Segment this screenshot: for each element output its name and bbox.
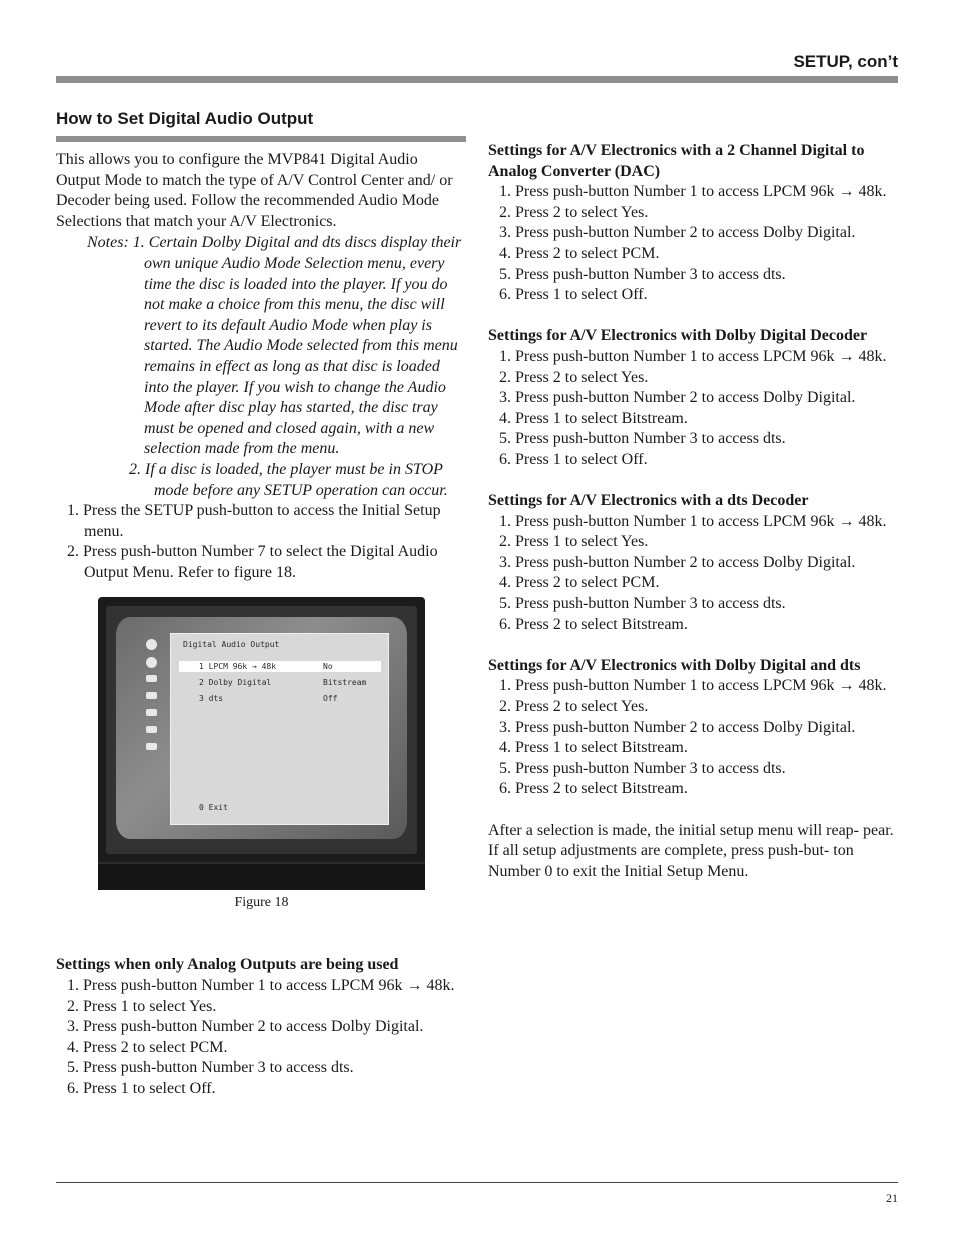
note-2: 2. If a disc is loaded, the player must be in STOP mode before any SETUP operation can occur. (129, 460, 448, 499)
osd-row-value: Off (323, 694, 338, 704)
list-item: 1. Press the SETUP push-button to access the Initial Setup menu. (67, 502, 441, 540)
settings-steps (488, 347, 898, 471)
osd-row-label: 2 Dolby Digital (199, 678, 272, 688)
osd-row-value: Bitstream (323, 678, 367, 688)
intro-paragraph: This allows you to configure the MVP841 Digital Audio Output Mode to match the type of A/V Control Center and/ or Decoder being used. Follow the recommended Audio Mode Selections that match your A/V Electronics. (56, 151, 453, 230)
list-item: 4. Press 2 to select PCM. (499, 244, 660, 262)
list-item: 1. Press push-button Number 1 to access LPCM 96k → 48k. (67, 977, 455, 995)
settings-heading: Settings for A/V Electronics with a 2 Channel Digital to Analog Converter (DAC) (488, 142, 865, 180)
list-item: 4. Press 2 to select PCM. (499, 574, 660, 592)
note-1: Notes: 1. Certain Dolby Digital and dts discs display their own unique Audio Mode Selection menu, every time the disc is loaded into the player. If you do not make a choice from this menu, the disc will revert to its default Audio Mode when play is started. The Audio Mode selected from this menu remains in effect as long as that disc is loaded into the player. If you wish to change the Audio Mode after disc play has started, the disc tray must be opened and closed again, with a new selection made from the menu. (87, 234, 462, 458)
closing-paragraph: After a selection is made, the initial setup menu will reap- pear. If all setup adjustments are complete, press push-but- ton Number 0 to exit the Initial Setup Menu. (488, 821, 894, 880)
settings-heading: Settings when only Analog Outputs are being used (56, 956, 399, 974)
section-title-rule (56, 136, 466, 142)
setup-steps (56, 501, 466, 583)
list-item: 3. Press push-button Number 2 to access Dolby Digital. (499, 224, 856, 242)
list-item: 3. Press push-button Number 2 to access Dolby Digital. (499, 553, 856, 571)
list-item: 6. Press 2 to select Bitstream. (499, 780, 688, 798)
running-header: SETUP, con’t (793, 52, 898, 71)
page-number: 21 (886, 1191, 898, 1205)
list-item: 1. Press push-button Number 1 to access LPCM 96k → 48k. (499, 512, 887, 530)
settings-dts (488, 491, 898, 635)
settings-steps (488, 182, 898, 306)
speaker-icon (146, 692, 157, 699)
settings-icon (146, 743, 157, 750)
osd-menu (170, 633, 389, 825)
right-column (488, 141, 898, 882)
list-item: 4. Press 1 to select Bitstream. (499, 739, 688, 757)
settings-heading: Settings for A/V Electronics with Dolby Digital and dts (488, 656, 861, 674)
speaker-icon (146, 675, 157, 682)
disc-icon (146, 657, 157, 668)
settings-heading: Settings for A/V Electronics with Dolby Digital Decoder (488, 327, 868, 345)
settings-steps (56, 976, 466, 1100)
list-item: 5. Press push-button Number 3 to access dts. (499, 430, 786, 448)
list-item: 2. Press 2 to select Yes. (499, 368, 649, 386)
osd-row-lpcm (179, 661, 381, 672)
list-item: 1. Press push-button Number 1 to access LPCM 96k → 48k. (499, 677, 887, 695)
settings-dolby-and-dts (488, 656, 898, 800)
list-item: 6. Press 2 to select Bitstream. (499, 615, 688, 633)
list-item: 2. Press 2 to select Yes. (499, 203, 649, 221)
figure-18 (98, 597, 425, 911)
tv-stand (98, 862, 425, 890)
left-column (56, 108, 466, 1120)
footer-rule (56, 1182, 898, 1183)
tv-screen (116, 617, 407, 839)
list-item: 1. Press push-button Number 1 to access LPCM 96k → 48k. (499, 347, 887, 365)
figure-caption: Figure 18 (234, 895, 289, 911)
tv-screenshot (98, 597, 425, 890)
list-item: 3. Press push-button Number 2 to access Dolby Digital. (499, 718, 856, 736)
osd-title: Digital Audio Output (183, 640, 280, 650)
osd-row-value: No (323, 662, 333, 672)
section-title: How to Set Digital Audio Output (56, 109, 314, 128)
disc-icon (146, 639, 157, 650)
list-item: 5. Press push-button Number 3 to access dts. (499, 759, 786, 777)
settings-icon (146, 726, 157, 733)
list-item: 1. Press push-button Number 1 to access LPCM 96k → 48k. (499, 183, 887, 201)
settings-dolby-digital (488, 326, 898, 470)
list-item: 2. Press 2 to select Yes. (499, 698, 649, 716)
settings-steps (488, 676, 898, 800)
list-item: 5. Press push-button Number 3 to access dts. (499, 595, 786, 613)
settings-dac (488, 141, 898, 306)
list-item: 4. Press 2 to select PCM. (67, 1038, 228, 1056)
list-item: 2. Press push-button Number 7 to select the Digital Audio Output Menu. Refer to figure 18. (67, 543, 438, 581)
settings-analog (56, 955, 466, 1099)
settings-steps (488, 512, 898, 636)
list-item: 4. Press 1 to select Bitstream. (499, 409, 688, 427)
list-item: 5. Press push-button Number 3 to access dts. (67, 1059, 354, 1077)
list-item: 3. Press push-button Number 2 to access Dolby Digital. (499, 389, 856, 407)
osd-row-label: 3 dts (199, 694, 224, 704)
list-item: 6. Press 1 to select Off. (67, 1080, 216, 1098)
settings-heading: Settings for A/V Electronics with a dts Decoder (488, 492, 809, 510)
osd-row-dolby (179, 677, 381, 688)
notes (56, 233, 466, 501)
menu-side-icons (146, 639, 160, 760)
list-item: 5. Press push-button Number 3 to access dts. (499, 265, 786, 283)
osd-exit: 0 Exit (199, 803, 228, 813)
list-item: 2. Press 1 to select Yes. (499, 533, 649, 551)
header-rule (56, 76, 898, 83)
osd-row-dts (179, 693, 381, 704)
list-item: 3. Press push-button Number 2 to access Dolby Digital. (67, 1018, 424, 1036)
list-item: 2. Press 1 to select Yes. (67, 997, 217, 1015)
speaker-icon (146, 709, 157, 716)
osd-row-label: 1 LPCM 96k → 48k (199, 662, 277, 672)
list-item: 6. Press 1 to select Off. (499, 450, 648, 468)
list-item: 6. Press 1 to select Off. (499, 286, 648, 304)
